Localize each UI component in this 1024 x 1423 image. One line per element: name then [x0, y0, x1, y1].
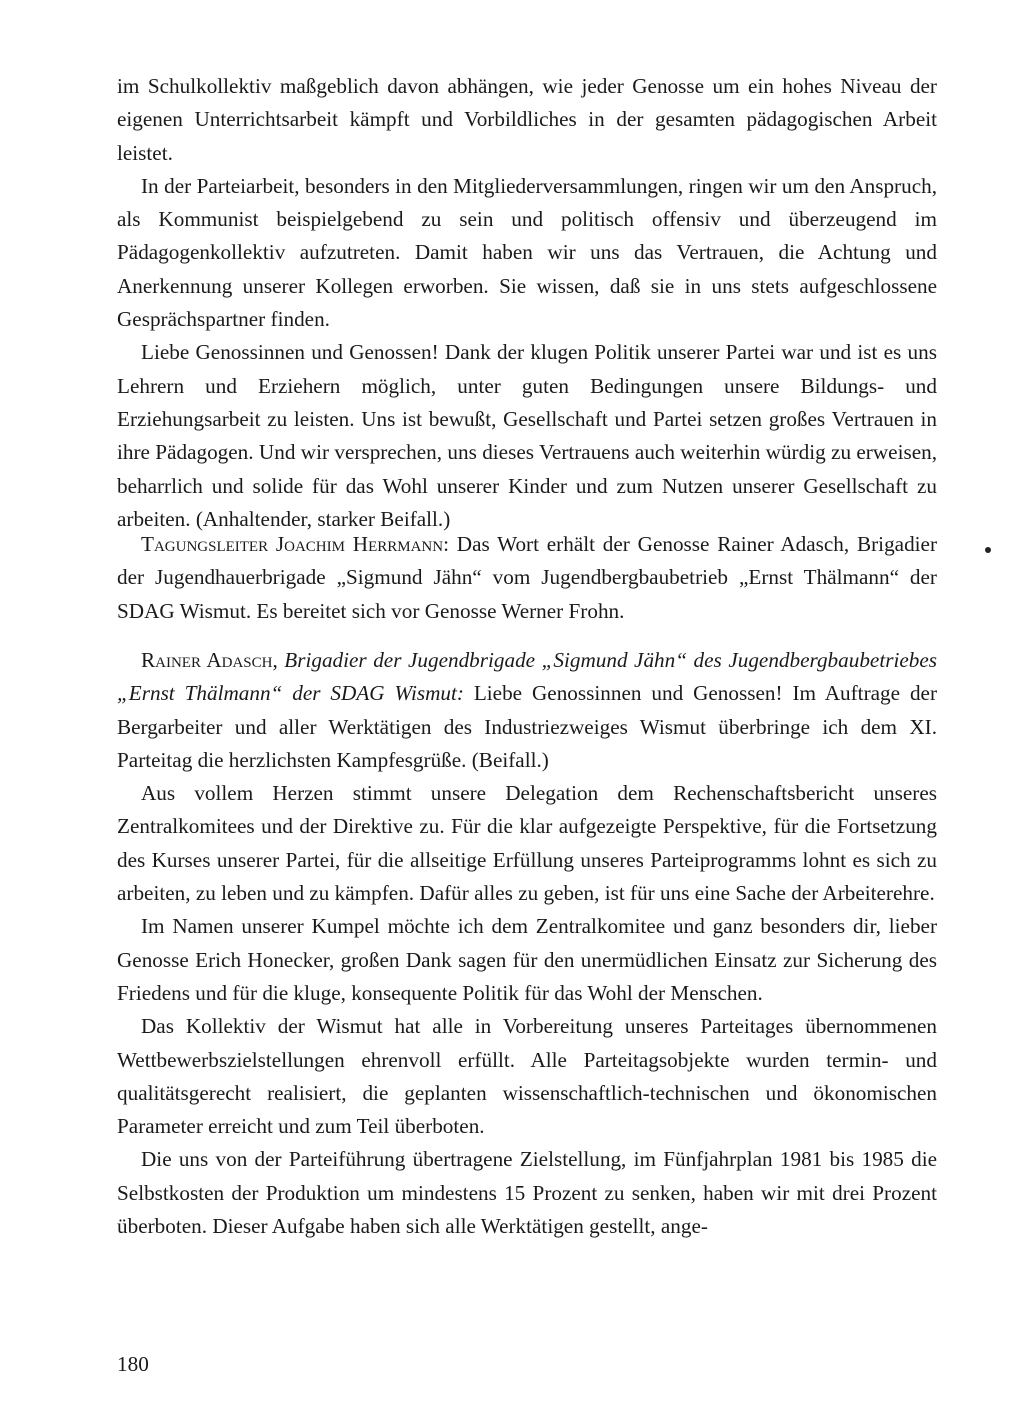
chair-speaker-name: Tagungsleiter Joachim Herrmann:: [141, 532, 449, 556]
continuation-section: [117, 70, 937, 536]
speech-paragraph-wismut: Das Kollektiv der Wismut hat alle in Vorbereitung unseres Parteitages übernommenen Wettbewerbszielstellungen ehrenvoll erfüllt. Alle Parteitagsobjekte wurden termin- und qualitätsgerecht realisiert, die geplanten wissenschaftlich-technischen und ökonomischen Parameter erreicht und zum Teil überboten.: [117, 1014, 937, 1139]
speaker-role: Brigadier der Jugendbrigade „Sigmund Jähn“ des Jugendbergbaubetriebes „Ernst Thälmann“ der SDAG Wismut:: [117, 648, 938, 706]
speech-paragraph-costs: Die uns von der Parteiführung übertragene Zielstellung, im Fünfjahrplan 1981 bis 1985 die Selbstkosten der Produktion um mindestens 15 Prozent zu senken, haben wir mit drei Prozent überboten. Dieser Aufgabe haben sich alle Werktätigen gestellt, ange-: [117, 1147, 937, 1239]
speech-opening-paragraph: [117, 644, 937, 777]
paragraph-closing: Liebe Genossinnen und Genossen! Dank der klugen Politik unserer Partei war und ist es uns Lehrern und Erziehern möglich, unter guten Bedingungen unsere Bildungs- und Erziehungsarbeit zu leisten. Uns ist bewußt, Gesellschaft und Partei setzen großes Vertrauen in ihre Pädagogen. Und wir versprechen, uns dieses Vertrauens auch weiterhin würdig zu erweisen, beharrlich und solide für das Wohl unserer Kinder und zum Nutzen unserer Gesellschaft zu arbeiten. (Anhaltender, starker Beifall.): [117, 340, 937, 531]
page-number: 180: [117, 1352, 149, 1376]
paragraph-parteiarbeit: In der Parteiarbeit, besonders in den Mitgliederversammlungen, ringen wir um den Anspruch, als Kommunist beispielgebend zu sein und politisch offensiv und überzeugend im Pädagogenkollektiv aufzutreten. Damit haben wir uns das Vertrauen, die Achtung und Anerkennung unserer Kollegen erworben. Sie wissen, daß sie in uns stets aufgeschlossene Gesprächspartner finden.: [117, 173, 937, 332]
speaker-name: Rainer Adasch,: [141, 648, 278, 672]
speech-opening: Liebe Genossinnen und Genossen! Im Auftrage der Bergarbeiter und aller Werktätigen des Industriezweiges Wismut überbringe ich dem XI. Parteitag die herzlichsten Kampfesgrüße. (Beifall.): [117, 681, 937, 772]
chair-text: Das Wort erhält der Genosse Rainer Adasch, Brigadier der Jugendhauerbrigade „Sigmund Jähn“ vom Jugendbergbaubetrieb „Ernst Thälmann“ der SDAG Wismut. Es bereitet sich vor Genosse Werner Frohn.: [117, 532, 938, 623]
speech-paragraph-thanks: Im Namen unserer Kumpel möchte ich dem Zentralkomitee und ganz besonders dir, lieber Genosse Erich Honecker, großen Dank sagen für den unermüdlichen Einsatz zur Sicherung des Friedens und für die kluge, konsequente Politik für das Wohl der Menschen.: [117, 914, 937, 1005]
chair-announcement: [117, 528, 937, 628]
chair-paragraph: [117, 528, 937, 628]
paragraph-continuation: im Schulkollektiv maßgeblich davon abhängen, wie jeder Genosse um ein hohes Niveau der eigenen Unterrichtsarbeit kämpft und Vorbildliches in der gesamten pädagogischen Arbeit leistet.: [117, 74, 937, 165]
speech-paragraph-delegation: Aus vollem Herzen stimmt unsere Delegation dem Rechenschaftsbericht unseres Zentralkomitees und der Direktive zu. Für die klar aufgezeigte Perspektive, für die Fortsetzung des Kurses unserer Partei, für die allseitige Erfüllung unseres Parteiprogramms lohnt es sich zu arbeiten, zu leben und zu kämpfen. Dafür alles zu geben, ist für uns eine Sache der Arbeiterehre.: [117, 781, 937, 906]
margin-dot: [985, 547, 991, 553]
speech-section: [117, 644, 937, 1243]
